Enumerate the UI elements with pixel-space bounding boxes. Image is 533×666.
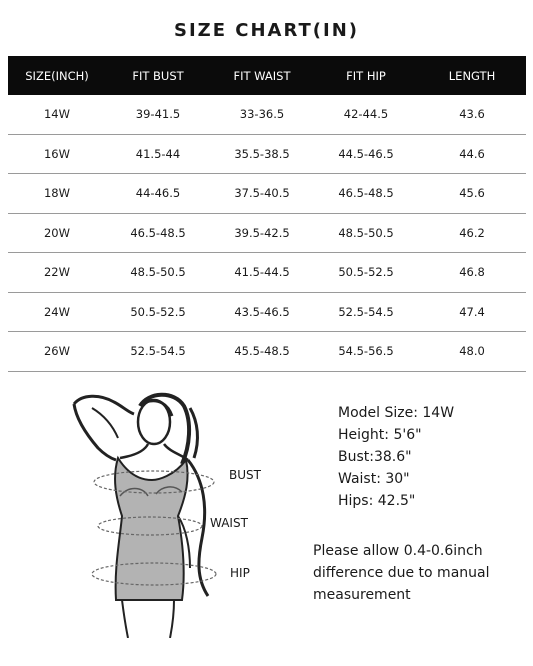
- cell-waist: 33-36.5: [239, 107, 285, 122]
- header-fit-bust: FIT BUST: [132, 68, 184, 83]
- table-row: [8, 332, 526, 372]
- cell-length: 46.2: [459, 225, 485, 240]
- cell-hip: 46.5-48.5: [338, 186, 394, 201]
- header-fit-waist: FIT WAIST: [233, 68, 291, 83]
- table-row: [8, 214, 526, 254]
- model-size-text: Model Size: 14W: [338, 405, 455, 421]
- cell-bust: 41.5-44: [135, 146, 181, 161]
- cell-size: 20W: [43, 225, 70, 240]
- waist-label: WAIST: [210, 516, 248, 530]
- bust-label: BUST: [229, 468, 261, 482]
- table-row: [8, 174, 526, 214]
- cell-bust: 52.5-54.5: [130, 344, 186, 359]
- cell-waist: 43.5-46.5: [234, 304, 290, 319]
- cell-length: 45.6: [459, 186, 485, 201]
- cell-size: 24W: [43, 304, 70, 319]
- header-length: LENGTH: [448, 68, 496, 83]
- header-fit-hip: FIT HIP: [346, 68, 386, 83]
- header-size: SIZE(INCH): [25, 68, 89, 83]
- table-header: [8, 56, 526, 95]
- page-title: SIZE CHART(IN): [173, 20, 360, 41]
- cell-length: 48.0: [459, 344, 485, 359]
- size-table: [8, 56, 526, 372]
- cell-waist: 37.5-40.5: [234, 186, 290, 201]
- model-height-text: Height: 5'6": [338, 427, 422, 443]
- table-row: [8, 95, 526, 135]
- cell-hip: 52.5-54.5: [338, 304, 394, 319]
- model-waist-text: Waist: 30": [338, 471, 410, 487]
- cell-size: 26W: [43, 344, 70, 359]
- cell-hip: 50.5-52.5: [338, 265, 394, 280]
- measurement-note: Please allow 0.4-0.6inch difference due to manual measurement: [313, 543, 490, 603]
- model-figure-illustration: [62, 388, 242, 638]
- hip-label: HIP: [230, 566, 250, 580]
- cell-hip: 48.5-50.5: [338, 225, 394, 240]
- cell-hip: 42-44.5: [343, 107, 389, 122]
- cell-bust: 44-46.5: [135, 186, 181, 201]
- cell-size: 14W: [43, 107, 70, 122]
- cell-bust: 48.5-50.5: [130, 265, 186, 280]
- cell-waist: 35.5-38.5: [234, 146, 290, 161]
- table-row: [8, 253, 526, 293]
- cell-length: 43.6: [459, 107, 485, 122]
- cell-bust: 39-41.5: [135, 107, 181, 122]
- table-row: [8, 135, 526, 175]
- model-hips-text: Hips: 42.5": [338, 493, 416, 509]
- cell-bust: 50.5-52.5: [130, 304, 186, 319]
- cell-length: 47.4: [459, 304, 485, 319]
- cell-size: 22W: [43, 265, 70, 280]
- cell-size: 16W: [43, 146, 70, 161]
- cell-length: 44.6: [459, 146, 485, 161]
- cell-length: 46.8: [459, 265, 485, 280]
- cell-waist: 45.5-48.5: [234, 344, 290, 359]
- cell-hip: 54.5-56.5: [338, 344, 394, 359]
- cell-bust: 46.5-48.5: [130, 225, 186, 240]
- cell-waist: 41.5-44.5: [234, 265, 290, 280]
- model-info: [338, 402, 454, 512]
- cell-hip: 44.5-46.5: [338, 146, 394, 161]
- table-row: [8, 293, 526, 333]
- model-bust-text: Bust:38.6": [338, 449, 412, 465]
- cell-size: 18W: [43, 186, 70, 201]
- cell-waist: 39.5-42.5: [234, 225, 290, 240]
